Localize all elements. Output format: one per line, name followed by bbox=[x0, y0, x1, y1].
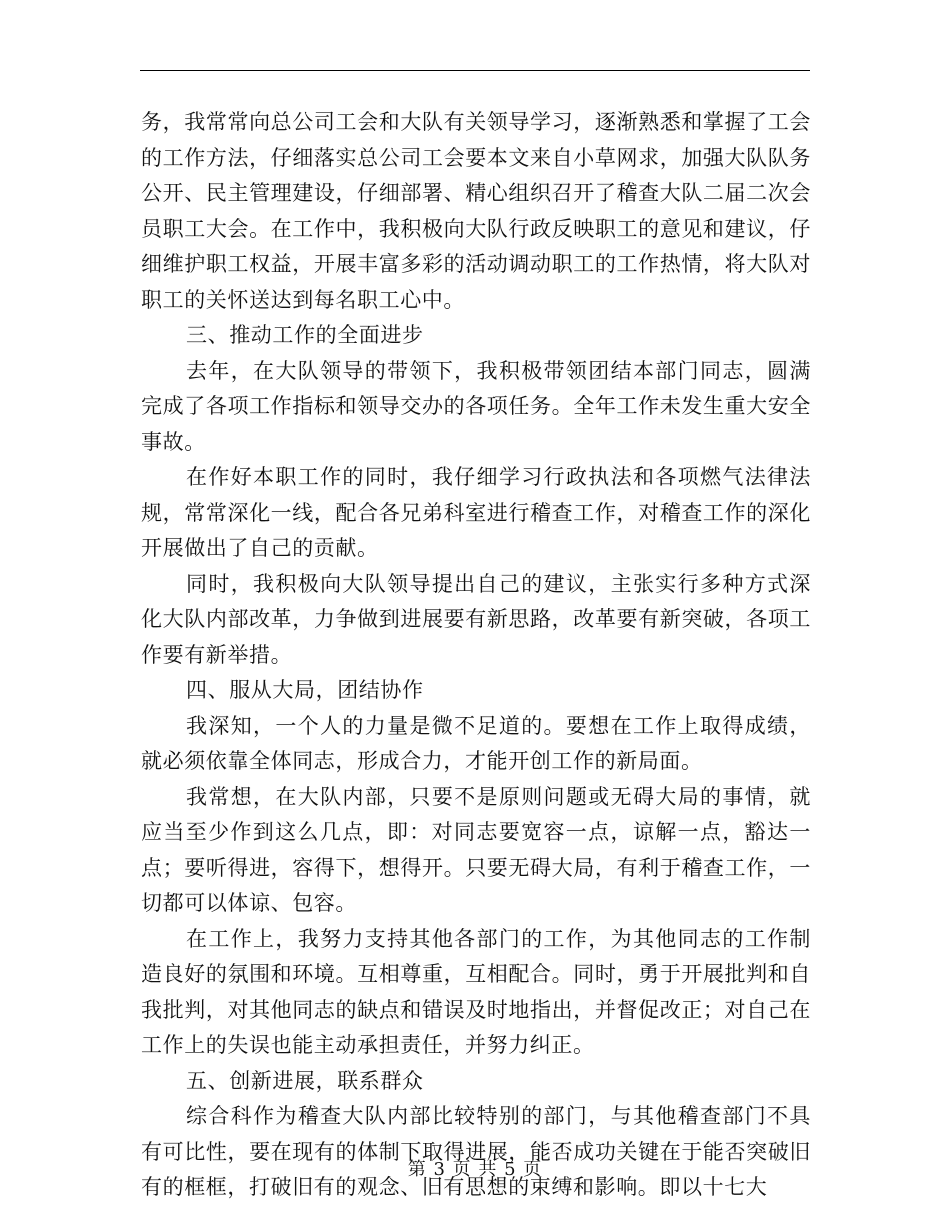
paragraph: 在作好本职工作的同时，我仔细学习行政执法和各项燃气法律法规，常常深化一线，配合各兄弟科室进行稽查工作，对稽查工作的深化开展做出了自己的贡献。 bbox=[141, 465, 811, 560]
section-heading: 五、创新进展，联系群众 bbox=[186, 1068, 424, 1093]
paragraph: 务，我常常向总公司工会和大队有关领导学习，逐渐熟悉和掌握了工会的工作方法，仔细落实总公司工会要本文来自小草网求，加强大队队务公开、民主管理建设，仔细部署、精心组织召开了稽查大队二届二次会员职工大会。在工作中，我积极向大队行政反映职工的意见和建议，仔细维护职工权益，开展丰富多彩的活动调动职工的工作热情，将大队对职工的关怀送达到每名职工心中。 bbox=[141, 110, 811, 312]
paragraph: 我常想，在大队内部，只要不是原则问题或无碍大局的事情，就应当至少作到这么几点，即：对同志要宽容一点，谅解一点，豁达一点；要听得进，容得下，想得开。只要无碍大局，有利于稽查工作，一切都可以体谅、包容。 bbox=[141, 784, 811, 915]
page-footer: 第 3 页 共 5 页 bbox=[407, 1159, 543, 1180]
document-body bbox=[141, 105, 811, 1206]
paragraph: 同时，我积极向大队领导提出自己的建议，主张实行多种方式深化大队内部改革，力争做到进展要有新思路，改革要有新突破，各项工作要有新举措。 bbox=[141, 571, 811, 667]
paragraph: 我深知，一个人的力量是微不足道的。要想在工作上取得成绩，就必须依靠全体同志，形成合力，才能开创工作的新局面。 bbox=[141, 713, 811, 773]
paragraph: 综合科作为稽查大队内部比较特别的部门，与其他稽查部门不具有可比性，要在现有的体制下取得进展，能否成功关键在于能否突破旧有的框框，打破旧有的观念、旧有思想的束缚和影响。即以十七大 bbox=[141, 1104, 811, 1199]
paragraph: 在工作上，我努力支持其他各部门的工作，为其他同志的工作制造良好的氛围和环境。互相尊重，互相配合。同时，勇于开展批判和自我批判，对其他同志的缺点和错误及时地指出，并督促改正；对自己在工作上的失误也能主动承担责任，并努力纠正。 bbox=[141, 926, 811, 1057]
section-heading: 三、推动工作的全面进步 bbox=[186, 323, 424, 347]
paragraph: 去年，在大队领导的带领下，我积极带领团结本部门同志，圆满完成了各项工作指标和领导交办的各项任务。全年工作未发生重大安全事故。 bbox=[141, 358, 811, 454]
section-heading: 四、服从大局，团结协作 bbox=[186, 678, 424, 702]
header-rule bbox=[140, 70, 810, 71]
